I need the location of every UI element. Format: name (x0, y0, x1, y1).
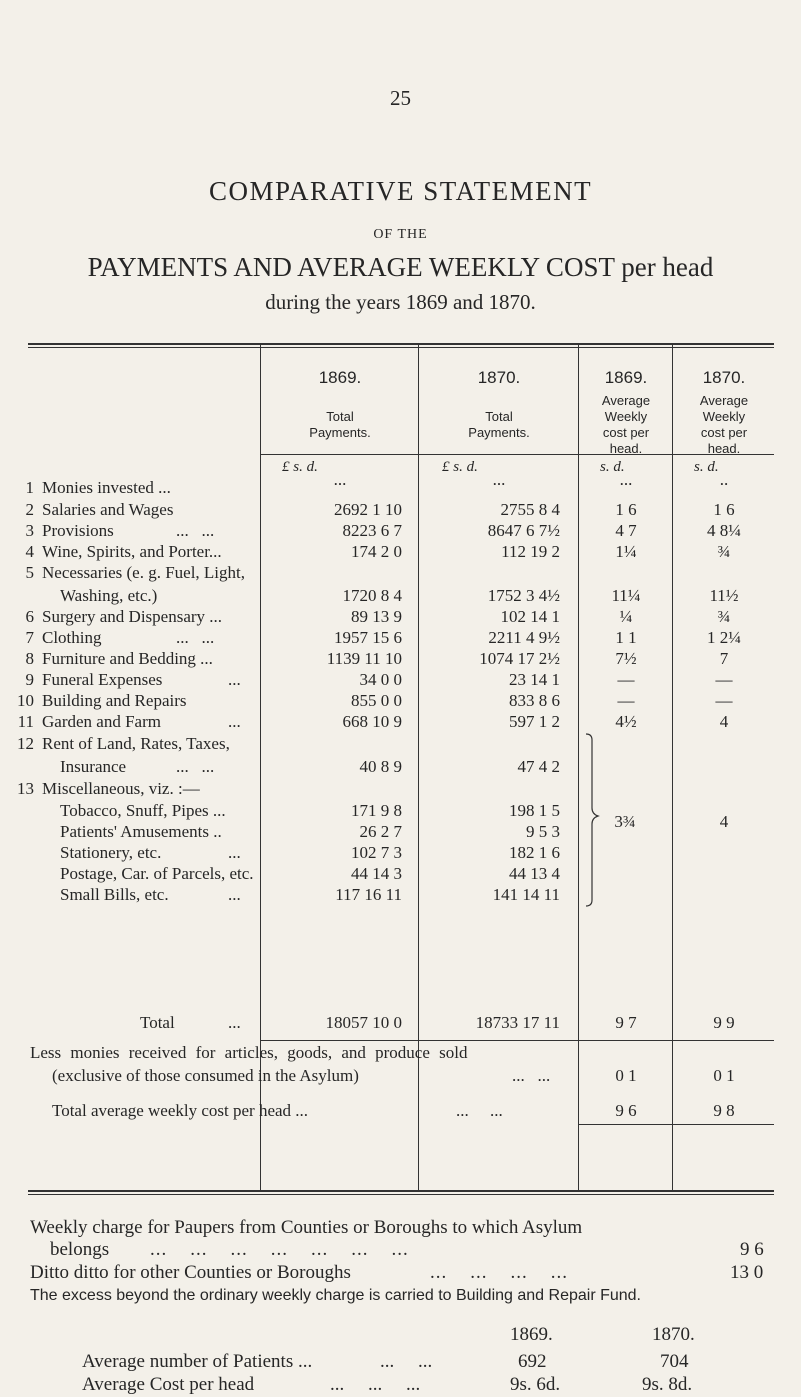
row-p69: 89 13 9 (351, 607, 402, 626)
col4-units: s. d. (694, 459, 719, 475)
summary-leader-dots: ... ... (380, 1351, 433, 1372)
row-p70: 2211 4 9½ (488, 628, 560, 647)
total-rule (260, 1040, 774, 1041)
row-w70: 11½ (709, 586, 739, 605)
subrow-label: Patients' Amusements .. (60, 822, 222, 841)
row-leader-dots: ... ... (176, 521, 215, 540)
column-divider (672, 345, 673, 1191)
row-p69: 8223 6 7 (342, 521, 402, 540)
avg-total-label: Total average weekly cost per head ... (52, 1101, 309, 1120)
col2-sub-1: Total (485, 409, 513, 424)
row-w69: — (617, 670, 635, 689)
charge-value-2: 13 0 (730, 1262, 764, 1283)
row-p70: 2755 8 4 (500, 500, 560, 519)
col2-sub-2: Payments. (468, 425, 530, 440)
row-w69: 1¼ (615, 542, 637, 561)
row-w70: 4 8¼ (707, 521, 741, 540)
row-w69: — (617, 691, 635, 710)
summary-v69-cost: 9s. 6d. (510, 1374, 561, 1395)
row-number: 2 (25, 500, 34, 519)
less-rule (578, 1124, 774, 1125)
row-w69: 4 7 (615, 521, 637, 540)
row-number: 12 (17, 734, 34, 753)
row-label-cont: Washing, etc.) (60, 586, 158, 605)
summary-label-cost: Average Cost per head (82, 1374, 255, 1395)
row-leader-dots: ... (228, 670, 241, 689)
less-w69: 0 1 (615, 1066, 637, 1085)
col2-year: 1870. (477, 368, 521, 387)
less-w70: 0 1 (713, 1066, 735, 1085)
col4-sub-3: cost per (700, 425, 748, 440)
table-top-rule-thin (28, 347, 774, 348)
summary-leader-dots: ... ... ... (330, 1374, 421, 1395)
col4-sub-2: Weekly (702, 409, 746, 424)
row-p69: 26 2 7 (359, 822, 402, 841)
row-w69: 4½ (615, 712, 637, 731)
row-p70: ... (492, 470, 506, 489)
row-w70: — (715, 691, 733, 710)
charge-value-1: 9 6 (740, 1239, 764, 1260)
row-number: 6 (25, 607, 34, 626)
row-label: Building and Repairs (42, 691, 187, 710)
total-label: Total (140, 1013, 175, 1032)
title-line-1: COMPARATIVE STATEMENT (208, 176, 593, 206)
row-leader-dots: ... ... (176, 757, 215, 776)
table-bottom-rule (28, 1190, 774, 1192)
row-label: Garden and Farm (42, 712, 161, 731)
row-p69: 102 7 3 (351, 843, 402, 862)
row-w70: ¾ (717, 607, 731, 626)
row-w70: 1 2¼ (707, 628, 741, 647)
avg-total-w69: 9 6 (615, 1101, 637, 1120)
charge-note: The excess beyond the ordinary weekly charge is carried to Building and Repair Fund. (30, 1287, 641, 1304)
page-number: 25 (390, 86, 411, 110)
summary-v69-patients: 692 (518, 1351, 547, 1372)
row-p70: 182 1 6 (509, 843, 560, 862)
row-label: Surgery and Dispensary ... (42, 607, 223, 626)
subrow-label: Small Bills, etc. (60, 885, 169, 904)
row-p69: 40 8 9 (359, 757, 402, 776)
row-p70: 47 4 2 (517, 757, 560, 776)
title-line-4: during the years 1869 and 1870. (265, 290, 536, 314)
row-leader-dots: ... (228, 885, 241, 904)
table-bottom-rule-thin (28, 1194, 774, 1195)
col4-sub-4: head. (707, 441, 741, 456)
row-w69: ¼ (619, 607, 633, 626)
col3-sub-2: Weekly (604, 409, 648, 424)
row-label: Salaries and Wages (42, 500, 174, 519)
row-w70: 7 (719, 649, 729, 668)
total-w69: 9 7 (615, 1013, 637, 1032)
row-p70: 44 13 4 (509, 864, 560, 883)
row-p69: ... (333, 470, 347, 489)
row-w69: 11¼ (611, 586, 641, 605)
total-p69: 18057 10 0 (325, 1013, 402, 1032)
row-p69: 34 0 0 (359, 670, 402, 689)
row-p69: 44 14 3 (351, 864, 402, 883)
row-w70: — (715, 670, 733, 689)
row-number: 3 (25, 521, 34, 540)
col1-sub-2: Payments. (309, 425, 371, 440)
row-w70: 4 (719, 712, 729, 731)
title-line-3: PAYMENTS AND AVERAGE WEEKLY COST per head (87, 252, 714, 282)
row-label: Wine, Spirits, and Porter... (42, 542, 222, 561)
row-p70: 141 14 11 (492, 885, 560, 904)
col3-units: s. d. (600, 459, 625, 475)
row-p70: 23 14 1 (509, 670, 560, 689)
row-w69: 7½ (615, 649, 637, 668)
summary-year-1869: 1869. (510, 1324, 553, 1345)
row-w69: 1 6 (615, 500, 637, 519)
row-leader-dots: ... ... (456, 1101, 503, 1120)
row-label: Miscellaneous, viz. :— (42, 779, 200, 798)
row-w70: 1 6 (713, 500, 735, 519)
subrow-label: Stationery, etc. (60, 843, 162, 862)
row-w69: ... (619, 470, 633, 489)
row-p70: 1074 17 2½ (479, 649, 560, 668)
col3-year: 1869. (604, 368, 648, 387)
row-number: 8 (25, 649, 34, 668)
charge-leader-dots: ... ... ... ... ... ... ... (150, 1239, 409, 1260)
summary-v70-cost: 9s. 8d. (642, 1374, 693, 1395)
row-p69: 117 16 11 (335, 885, 402, 904)
row-p69: 174 2 0 (351, 542, 402, 561)
column-divider (418, 345, 419, 1191)
total-w70: 9 9 (713, 1013, 735, 1032)
col3-sub-4: head. (609, 441, 643, 456)
row-number: 1 (25, 478, 34, 497)
col1-year: 1869. (318, 368, 362, 387)
row-p70: 1752 3 4½ (487, 586, 560, 605)
group-w70: 4 (719, 812, 729, 831)
row-p70: 8647 6 7½ (487, 521, 560, 540)
col3-sub-3: cost per (602, 425, 650, 440)
row-number: 7 (25, 628, 34, 647)
row-p69: 855 0 0 (351, 691, 402, 710)
title-line-2: OF THE (373, 227, 428, 242)
row-p69: 1139 11 10 (326, 649, 402, 668)
charge-leader-dots: ... ... ... ... (430, 1262, 568, 1283)
row-leader-dots: ... ... (512, 1066, 551, 1085)
column-divider (260, 345, 261, 1191)
row-label-cont: Insurance (60, 757, 127, 776)
total-p70: 18733 17 11 (475, 1013, 560, 1032)
col1-sub-1: Total (326, 409, 354, 424)
col3-sub-1: Average (601, 393, 651, 408)
row-label: Funeral Expenses (42, 670, 163, 689)
row-p69: 1720 8 4 (342, 586, 402, 605)
row-p70: 9 5 3 (526, 822, 560, 841)
group-w69: 3¾ (614, 812, 636, 831)
row-p69: 171 9 8 (351, 801, 402, 820)
avg-total-w70: 9 8 (713, 1101, 735, 1120)
row-w70: ¾ (717, 542, 731, 561)
col4-sub-1: Average (699, 393, 749, 408)
row-label: Provisions (42, 521, 114, 540)
charge-line-1b: belongs (50, 1239, 110, 1260)
row-p70: 198 1 5 (509, 801, 560, 820)
row-p70: 112 19 2 (501, 542, 560, 561)
col4-year: 1870. (702, 368, 746, 387)
row-number: 5 (25, 563, 34, 582)
subrow-label: Postage, Car. of Parcels, etc. (60, 864, 254, 883)
row-w70: .. (719, 470, 729, 489)
row-p70: 833 8 6 (509, 691, 560, 710)
row-leader-dots: ... ... (176, 628, 215, 647)
row-p70: 597 1 2 (509, 712, 560, 731)
row-leader-dots: ... (228, 712, 241, 731)
row-label: Clothing (42, 628, 102, 647)
less-line-1: Less monies received for articles, goods, and produce sold (30, 1043, 468, 1062)
summary-year-1870: 1870. (652, 1324, 695, 1345)
col2-units: £ s. d. (442, 459, 478, 475)
column-divider (578, 345, 579, 1191)
charge-line-1a: Weekly charge for Paupers from Counties or Boroughs to which Asylum (30, 1217, 583, 1238)
row-number: 10 (17, 691, 34, 710)
row-label: Rent of Land, Rates, Taxes, (42, 734, 230, 753)
row-label: Monies invested ... (42, 478, 171, 497)
row-p69: 2692 1 10 (334, 500, 402, 519)
row-label: Necessaries (e. g. Fuel, Light, (42, 563, 245, 582)
row-number: 9 (25, 670, 34, 689)
row-leader-dots: ... (228, 1013, 241, 1032)
row-number: 4 (25, 542, 34, 561)
summary-v70-patients: 704 (660, 1351, 689, 1372)
table-top-rule (28, 343, 774, 345)
row-number: 13 (17, 779, 34, 798)
row-p69: 1957 15 6 (334, 628, 402, 647)
charge-line-2: Ditto ditto for other Counties or Boroughs (30, 1262, 351, 1283)
row-p69: 668 10 9 (342, 712, 402, 731)
row-w69: 1 1 (615, 628, 637, 647)
subrow-label: Tobacco, Snuff, Pipes ... (60, 801, 226, 820)
row-p70: 102 14 1 (500, 607, 560, 626)
summary-label-patients: Average number of Patients ... (82, 1351, 313, 1372)
row-leader-dots: ... (228, 843, 241, 862)
row-number: 11 (17, 712, 34, 731)
row-label: Furniture and Bedding ... (42, 649, 213, 668)
col1-units: £ s. d. (282, 459, 318, 475)
less-line-2: (exclusive of those consumed in the Asylum) (52, 1066, 359, 1085)
